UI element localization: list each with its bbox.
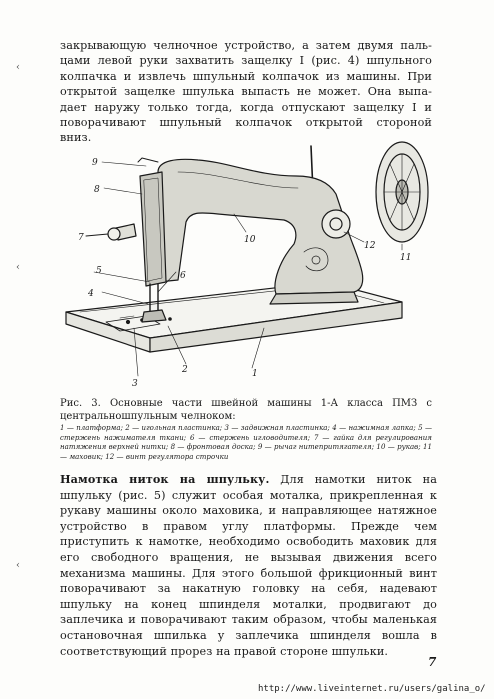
callout-label: 1 (252, 369, 258, 379)
text-line: колпачка и извлечь шпульный колпачок из машины. При (60, 69, 432, 83)
top-paragraph (60, 38, 432, 146)
sewing-machine-figure (58, 132, 444, 394)
callout-label: 12 (364, 241, 376, 251)
text-line: цами левой руки захватить защелку I (рис. 4) шпульного (60, 54, 432, 68)
callout-label: 4 (88, 289, 94, 299)
margin-mark: ‹ (16, 262, 20, 273)
callout-label: 11 (400, 253, 412, 263)
figure-legend: 1 — платформа; 2 — игольная пластинка; 3 — задвижная пластинка; 4 — нажимная лапка; 5 — стержень нажимателя ткани; 6 — стержень игловодителя; 7 — гайка для регулирования натяжения верхней нитки; 8 — фронтовая доска; 9 — рычаг нитепритягателя; 10 — рукав; 11 — маховик; 12 — винт регулятора строчки (60, 424, 432, 461)
callout-label: 2 (182, 365, 188, 375)
margin-mark: ‹ (16, 62, 20, 73)
callout-label: 9 (92, 158, 98, 168)
main-paragraph (60, 472, 437, 659)
text-line: открытой защелке шпулька выпасть не может. Она выпа- (60, 85, 432, 99)
section-heading: Намотка ниток на шпульку. (60, 472, 270, 486)
footer-url: http://www.liveinternet.ru/users/galina_o/ (258, 684, 486, 694)
figure-caption: Рис. 3. Основные части швейной машины 1-А класса ПМЗ с центральношпульным челноком: (60, 398, 432, 422)
text-line: дает наружу только тогда, когда отпускают защелку I и (60, 100, 432, 114)
callout-label: 7 (78, 233, 84, 243)
text-line: закрывающую челночное устройство, а затем двумя паль- (60, 39, 432, 52)
callout-label: 6 (180, 271, 186, 281)
callout-label: 5 (96, 266, 102, 276)
margin-mark: ‹ (16, 560, 20, 571)
text-line: поворачивают шпульный колпачок открытой стороной (60, 116, 432, 130)
page-number: 7 (428, 655, 437, 669)
callout-label: 3 (132, 379, 138, 389)
callout-label: 8 (94, 185, 100, 195)
main-text: Для намотки ниток на шпульку (рис. 5) служит особая моталка, прикрепленная к рукаву машины около маховика, и направляющее натяжное устройство в правом углу платформы. Прежде чем приступить к намотке, необходимо освободить маховик для его свободного вращения, не вызывая движения всего механизма машины. Для этого большой фрикционный винт поворачивают за накатную головку на себя, надевают шпульку на конец шпинделя моталки, продвигают до заплечика и поворачивают таким образом, чтобы маленькая остановочная шпилька у заплечика шпинделя вошла в соответствующий прорез на правой стороне шпульки. (60, 473, 437, 658)
callout-label: 10 (244, 235, 256, 245)
text-line: вниз. (60, 131, 92, 145)
